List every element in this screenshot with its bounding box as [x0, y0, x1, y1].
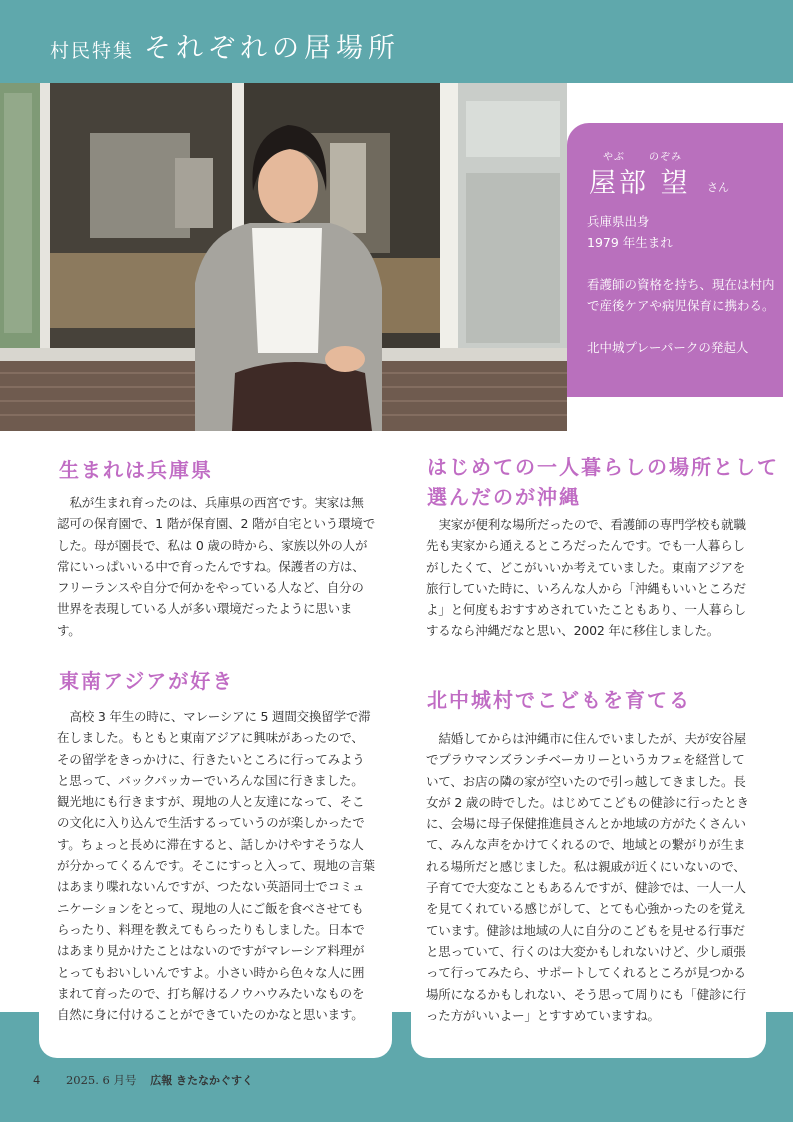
section-heading-kitanakagusuku: 北中城村でこどもを育てる — [427, 688, 691, 712]
page-footer — [33, 1072, 253, 1088]
section-heading-okinawa-line1: はじめての一人暮らしの場所として — [427, 455, 779, 479]
profile-origin: 兵庫県出身 — [587, 214, 650, 229]
profile-bio: 看護師の資格を持ち、現在は村内で産後ケアや病児保育に携わる。 — [587, 277, 775, 313]
profile-box — [567, 123, 783, 397]
issue-date: 2025. 6 月号 — [65, 1073, 137, 1087]
header-category: 村民特集 — [50, 40, 135, 62]
header-title: それぞれの居場所 — [144, 33, 401, 64]
section-body-kitanakagusuku: 結婚してからは沖縄市に住んでいましたが、夫が安谷屋でプラウマンズランチベーカリーというカフェを経営していて、お店の隣の家が空いたので引っ越してきました。長女が 2 歳の時でした。はじめてこどもの健診に行ったときに、会場に母子保健推進員さんとか地域の方がたくさんいて、みんな声をかけてくれるので、地域との繋がりが生まれる場所だと感じました。私は親戚が近くにいないので、子育てで大変なこともあるんですが、健診では、一人一人を見てくれている感じがして、とても心強かったのを覚えています。健診は地域の人に自分のこどもを見せる行事だと思っていて、行くのは大変かもしれないけど、少し頑張って行ってみたら、サポートしてくれるところが見つかる場所になるかもしれない、そう思って周りにも「健診に行った方がいいよー」とすすめていますね。 — [426, 731, 749, 1023]
section-heading-okinawa-line2: 選んだのが沖縄 — [427, 485, 581, 509]
portrait-photo — [0, 83, 567, 431]
section-body-southeast-asia: 高校 3 年生の時に、マレーシアに 5 週間交換留学で滞在しました。もともと東南アジアに興味があったので、その留学をきっかけに、行きたいところに行ってみようと思って、バックパッカーでいろんな国に行きました。観光地にも行きますが、現地の人と友達になって、そこの文化に入り込んで生活するっていうのが楽しかったです。ちょっと長めに滞在すると、話しかけやすそうな人が分かってくるんです。そこにすっと入って、現地の言葉はあまり喋れないんですが、つたない英語同士でコミュニケーションをとって、現地の人にご飯を食べさせてもらったり、料理を教えてもらったりもしました。日本ではあまり見かけたことはないのですがマレーシア料理がとってもおいしいんですよ。小さい時から色々な人に囲まれて育ったので、打ち解けるノウハウみたいなものを自然に身に付けることができていたのかなと思います。 — [57, 709, 375, 1023]
section-body-hometown: 私が生まれ育ったのは、兵庫県の西宮です。実家は無認可の保育園で、1 階が保育園、2 階が自宅という環境でした。母が園長で、私は 0 歳の時から、家族以外の人が常にいっぱいいる中で育ったんですね。保護者の方は、フリーランスや自分で何かをやっている人など、自分の世界を表現している人が多い環境だったように思います。 — [57, 495, 376, 638]
profile-birth: 1979 年生まれ — [587, 235, 673, 250]
section-heading-okinawa — [427, 452, 779, 512]
right-column — [411, 440, 779, 1058]
profile-name: 屋部 望 — [589, 168, 691, 199]
profile-honorific: さん — [707, 181, 729, 194]
left-column — [39, 440, 392, 1058]
section-heading-southeast-asia: 東南アジアが好き — [59, 669, 235, 693]
section-heading-hometown: 生まれは兵庫県 — [59, 458, 213, 482]
magazine-name: 広報 きたなかぐすく — [150, 1074, 254, 1087]
portrait-photo-illustration — [0, 83, 567, 431]
profile-role: 北中城プレーパークの発起人 — [587, 340, 749, 355]
page-header — [50, 26, 400, 65]
page-number: 4 — [33, 1073, 41, 1087]
name-ruby-given: のぞみ — [649, 152, 682, 163]
name-ruby-family: やぶ — [603, 152, 625, 163]
section-body-okinawa: 実家が便利な場所だったので、看護師の専門学校も就職先も実家から通えるところだったんです。でも一人暮らしがしたくて、どこがいいか考えていました。東南アジアを旅行していた時に、いろんな人から「沖縄もいいところだよ」と何度もおすすめされていたこともあり、一人暮らしするなら沖縄だなと思い、2002 年に移住しました。 — [426, 517, 746, 639]
